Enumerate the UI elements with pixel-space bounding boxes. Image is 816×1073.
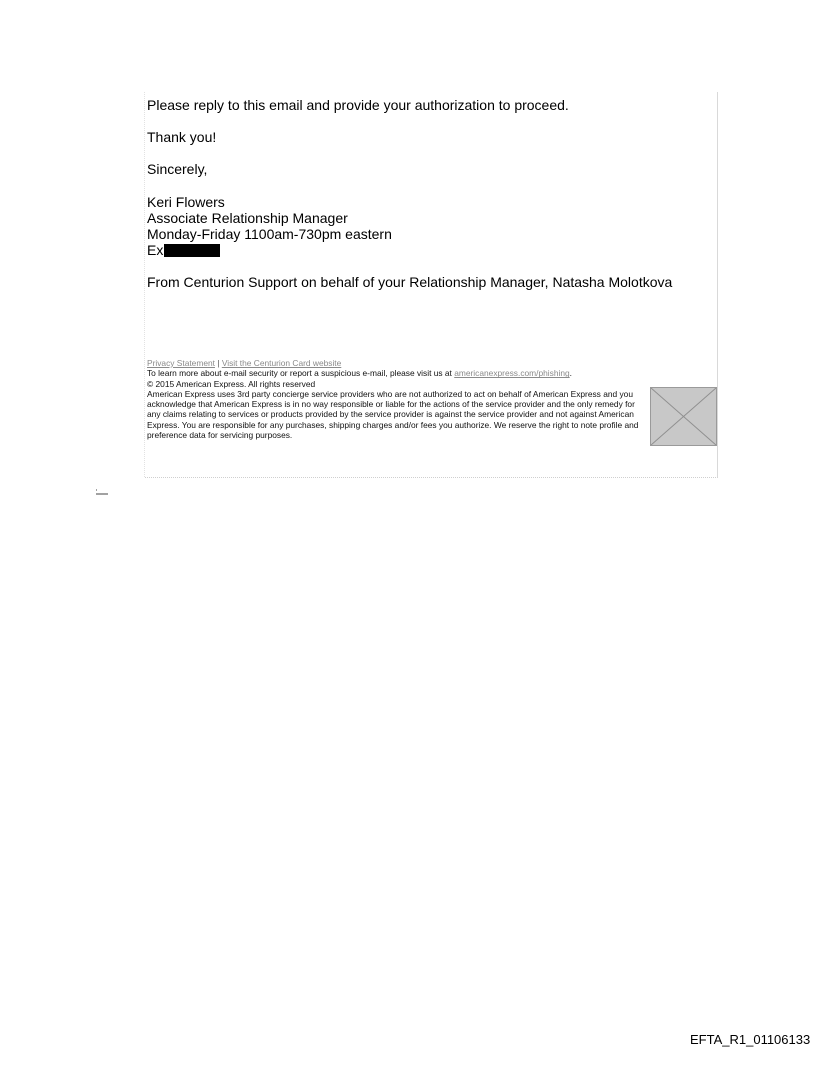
copyright-text: © 2015 American Express. All rights reserved: [147, 378, 316, 389]
legal-disclaimer: American Express uses 3rd party concierge service providers who are not authorized to act on behalf of American Express and you acknowledge that American Express is in no way responsible or liable for the actions of the service provider and the only remedy for any claims relating to services or products provided by the service provider is against the service provider and not against American Express. You are responsible for any purchases, shipping charges and/or fees you authorize. We reserve the right to note profile and preference data for servicing purposes.: [147, 388, 639, 441]
document-id: EFTA_R1_01106133: [690, 1032, 811, 1047]
footer-links: [147, 358, 647, 368]
thanks-text: Thank you!: [147, 129, 217, 145]
email-footer: [147, 358, 647, 440]
centurion-website-link[interactable]: Visit the Centurion Card website: [221, 358, 342, 368]
footer-link-separator: |: [217, 358, 220, 368]
security-notice-text: To learn more about e-mail security or report a suspicious e-mail, please visit us at: [147, 368, 452, 379]
phishing-link[interactable]: americanexpress.com/phishing: [454, 368, 570, 379]
stray-mark: [95, 488, 109, 498]
on-behalf-text: From Centurion Support on behalf of your Relationship Manager, Natasha Molotkova: [147, 274, 673, 290]
privacy-statement-link[interactable]: Privacy Statement: [147, 358, 215, 368]
signature-block: [147, 194, 392, 258]
signature-name: Keri Flowers: [147, 194, 225, 210]
signature-hours: Monday-Friday 1100am-730pm eastern: [147, 226, 392, 242]
signature-title: Associate Relationship Manager: [147, 210, 348, 226]
closing-text: Sincerely,: [147, 161, 208, 177]
broken-image-icon: [650, 387, 717, 446]
extension-prefix: Ex: [147, 242, 164, 258]
reply-request-text: Please reply to this email and provide your authorization to proceed.: [147, 97, 569, 113]
security-notice: [147, 368, 647, 378]
image-placeholder-cross: [651, 388, 716, 445]
signature-extension: [147, 242, 392, 258]
security-notice-period: .: [569, 368, 572, 379]
redaction-box: [164, 244, 220, 257]
